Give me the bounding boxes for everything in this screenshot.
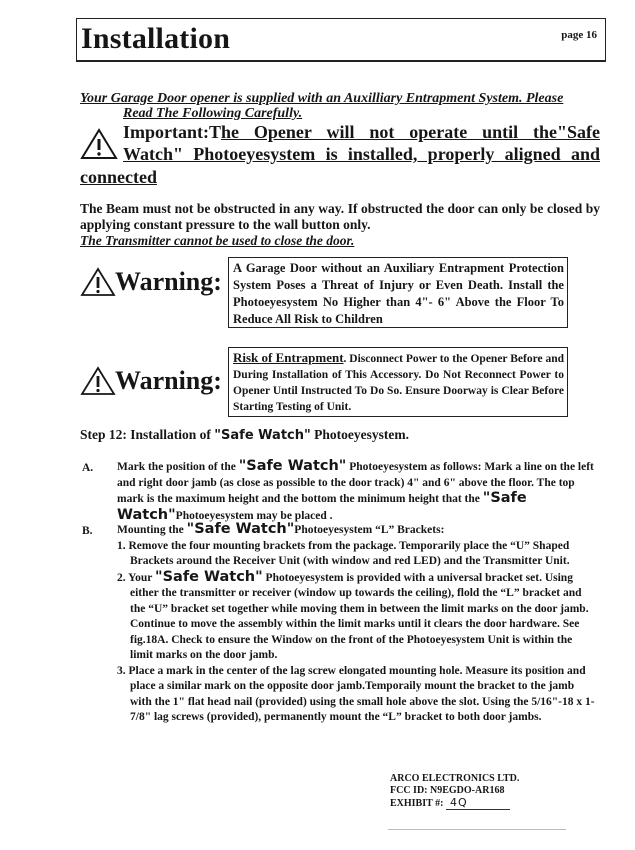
item-text: Remove the four mounting brackets from the package. Temporarily place the “U” Shaped Brackets around the Receiver Unit (with window and red LED) and the Transmitter Unit. [128,539,570,567]
section-a-text [117,459,597,524]
footer-divider [388,829,566,830]
section-a-part: Photoeyesystem as follows: Mark a line on the left and right door jamb (as close as possible to the door track) 4" and 6" above the floor. The top mark is the maximum height and the bottom the minimum height that the [117,461,594,505]
intro-line-1: Your Garage Door opener is supplied with an Auxilliary Entrapment System. Please [80,91,564,106]
brand-name: "Safe Watch" [238,458,347,474]
important-text: he Opener will not operate until the"Safe Watch" Photoeyesystem is installed, properly aligned and [123,122,600,164]
brand-name: "Safe Watch" [186,521,295,537]
exhibit-label: EXHIBIT #: [390,798,444,809]
item-text: Place a mark in the center of the lag screw elongated mounting hole. Measure its position and place a similar mark on the opposite door jamb.Temporaily mount the bracket to the jamb with the 1" flat head nail (provided) using the small hole above the slot. Using the 5/16"-18 x 1-7/8" lag screws (provided), permanently mount the “L” bracket to both door jambs. [128,664,595,723]
warning-label-text: Warning: [115,267,222,296]
warning-label-2 [80,366,222,396]
beam-notice: The Beam must not be obstructed in any way. If obstructed the door can only be closed by applying constant pressure to the wall button only. [80,201,600,232]
item-number: 2. [117,571,129,584]
important-last-line: connected [80,167,157,187]
step-heading [80,427,409,443]
section-b [117,522,597,726]
list-item [117,570,597,664]
item-number: 3. [117,664,129,677]
section-b-label: B. [82,525,93,537]
warning-triangle-icon [80,267,116,297]
company-name: ARCO ELECTRONICS LTD. [390,773,520,784]
item-text: Photoeyesystem is provided with a universal bracket set. Using either the transmitter or receiver (window up towards the ceiling), flold the “L” bracket and the “U” bracket set together while moving them in between the limit marks on the door jamb. Continue to move the assembly within the limit marks until it clears the door hardware. See fig.18A. Check to ensure the Window on the front of the Photoeyesystem Unit is within the limit marks on the door jamb. [130,571,589,661]
brand-name: "Safe Watch" [117,490,527,523]
exhibit-value: 4Q [446,797,510,810]
page-title: Installation [81,22,231,55]
intro-line-2: Read The Following Carefully. [123,106,303,121]
brand-name: "Safe Watch" [214,428,311,443]
section-a-label: A. [82,462,94,474]
section-b-part: Mounting the [117,524,187,536]
list-item [117,664,597,726]
intro-notice [80,91,600,121]
item-text: Your [128,571,156,584]
warning-label-text: Warning: [115,366,222,395]
important-prefix: Important:T [123,122,221,142]
transmitter-note: The Transmitter cannot be used to close the door. [80,233,355,248]
risk-text: . Disconnect Power to the Opener Before and During Installation of This Accessory. Do Not Reconnect Power to Opener Until Instructed To Do So. Ensure Doorway is Clear Before Starting Testing of Unit. [233,353,564,413]
page-number: page 16 [561,29,597,41]
warning-triangle-icon [80,366,116,396]
list-item [117,539,597,570]
section-b-part: Photoeyesystem “L” Brackets: [294,524,445,536]
exhibit-line [390,797,519,810]
important-notice [123,121,600,165]
fcc-id: FCC ID: N9EGDO-AR168 [390,785,505,796]
warning-label-1 [80,267,222,297]
item-number: 1. [117,539,129,552]
step-prefix: Step 12: Installation of [80,427,215,442]
warning-box-1: A Garage Door without an Auxiliary Entrapment Protection System Poses a Threat of Injury or Even Death. Install the Photoeyesystem No Higher than 4"- 6" Above the Floor To Reduce All Risk to Children [228,257,568,328]
step-suffix: Photoeyesystem. [310,427,410,442]
brand-name: "Safe Watch" [155,568,263,585]
section-a-part: Photoeyesystem may be placed . [175,509,333,522]
section-a-part: Mark the position of the [117,461,239,473]
warning-triangle-icon [80,128,118,160]
footer-exhibit [390,773,519,810]
risk-heading: Risk of Entrapment [233,350,344,365]
warning-box-2 [228,347,568,417]
section-b-heading [117,522,597,539]
